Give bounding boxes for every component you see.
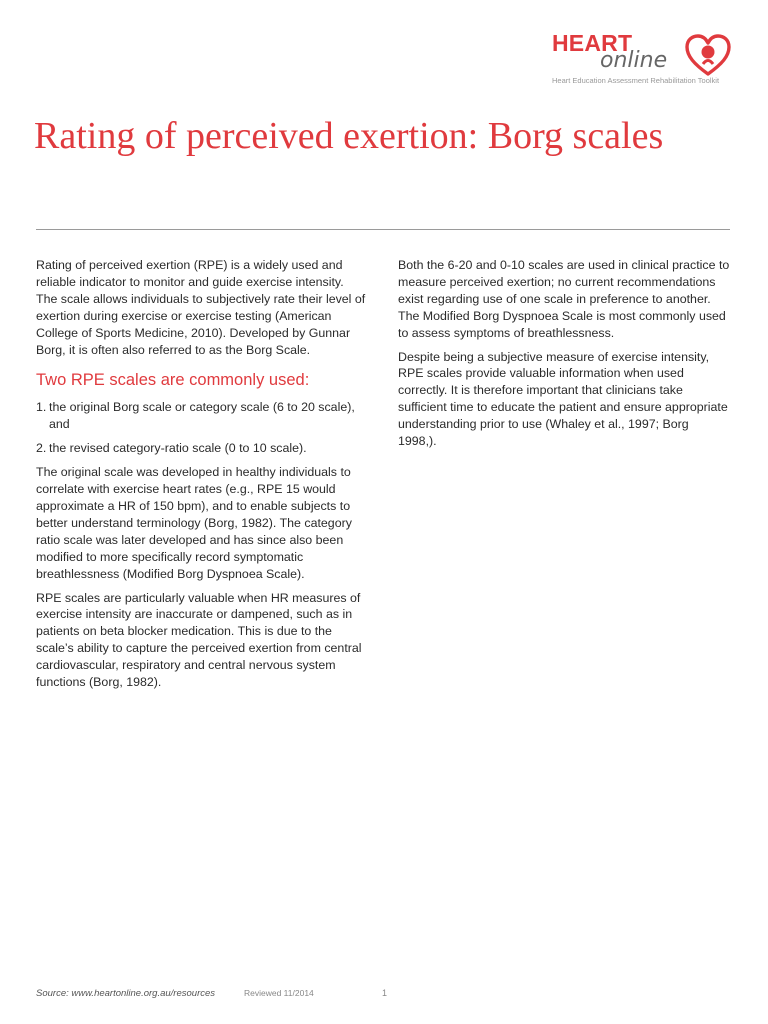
footer-source: Source: www.heartonline.org.au/resources	[36, 988, 216, 999]
heart-outline-icon	[684, 34, 732, 78]
left-column	[36, 257, 368, 698]
footer-reviewed-date: Reviewed 11/2014	[244, 988, 314, 998]
page-title: Rating of perceived exertion: Borg scales	[34, 115, 664, 157]
page-number: 1	[382, 988, 388, 998]
scales-list	[36, 399, 368, 457]
logo-online-word: online	[600, 48, 668, 73]
heartonline-logo	[552, 30, 734, 92]
intro-paragraph: Rating of perceived exertion (RPE) is a widely used and reliable indicator to monitor and guide exercise intensity. The scale allows individuals to subjectively rate their level of exertion during exercise or exercise testing (American College of Sports Medicine, 2010). Developed by Gunnar Borg, it is often also referred to as the Borg Scale.	[36, 258, 366, 357]
list-item	[36, 440, 368, 457]
original-scale-paragraph: The original scale was developed in healthy individuals to correlate with exercise heart rates (e.g., RPE 15 would approximate a HR of 150 bpm), and to enable subjects to better understand terminology (Borg, 1982). The category ratio scale was later developed and has since also been modified to more specifically record symptomatic breathlessness (Modified Borg Dyspnoea Scale).	[36, 465, 352, 581]
list-item	[36, 399, 368, 433]
page-footer	[36, 988, 388, 999]
list-item-number: 2.	[36, 441, 47, 456]
scales-subheading: Two RPE scales are commonly used:	[36, 371, 310, 390]
rpe-value-paragraph: RPE scales are particularly valuable when HR measures of exercise intensity are inaccurate or dampened, such as in patients on beta blocker medication. This is due to the scale’s ability to capture the perceived exertion from central cardiovascular, respiratory and central nervous system functions (Borg, 1982).	[36, 590, 362, 690]
logo-heart-word: HEART	[552, 30, 633, 56]
list-item-text: the revised category-ratio scale (0 to 10 scale).	[49, 441, 307, 456]
list-item-number: 1.	[36, 400, 47, 415]
clinical-use-paragraph: Both the 6-20 and 0-10 scales are used in clinical practice to measure perceived exertion; no current recommendations exist regarding use of one scale in preference to another. The Modified Borg Dyspnoea Scale is most commonly used to assess symptoms of breathlessness.	[398, 258, 730, 340]
list-item-text: the original Borg scale or category scale (6 to 20 scale), and	[49, 400, 355, 432]
logo-tagline: Heart Education Assessment Rehabilitation Toolkit	[552, 76, 720, 85]
header-divider	[36, 229, 730, 230]
subjective-measure-paragraph: Despite being a subjective measure of exercise intensity, RPE scales provide valuable information when used correctly. It is therefore important that clinicians take sufficient time to educate the patient and ensure appropriate understanding prior to use (Whaley et al., 1997; Borg 1998,).	[398, 349, 728, 449]
right-column	[398, 257, 730, 457]
